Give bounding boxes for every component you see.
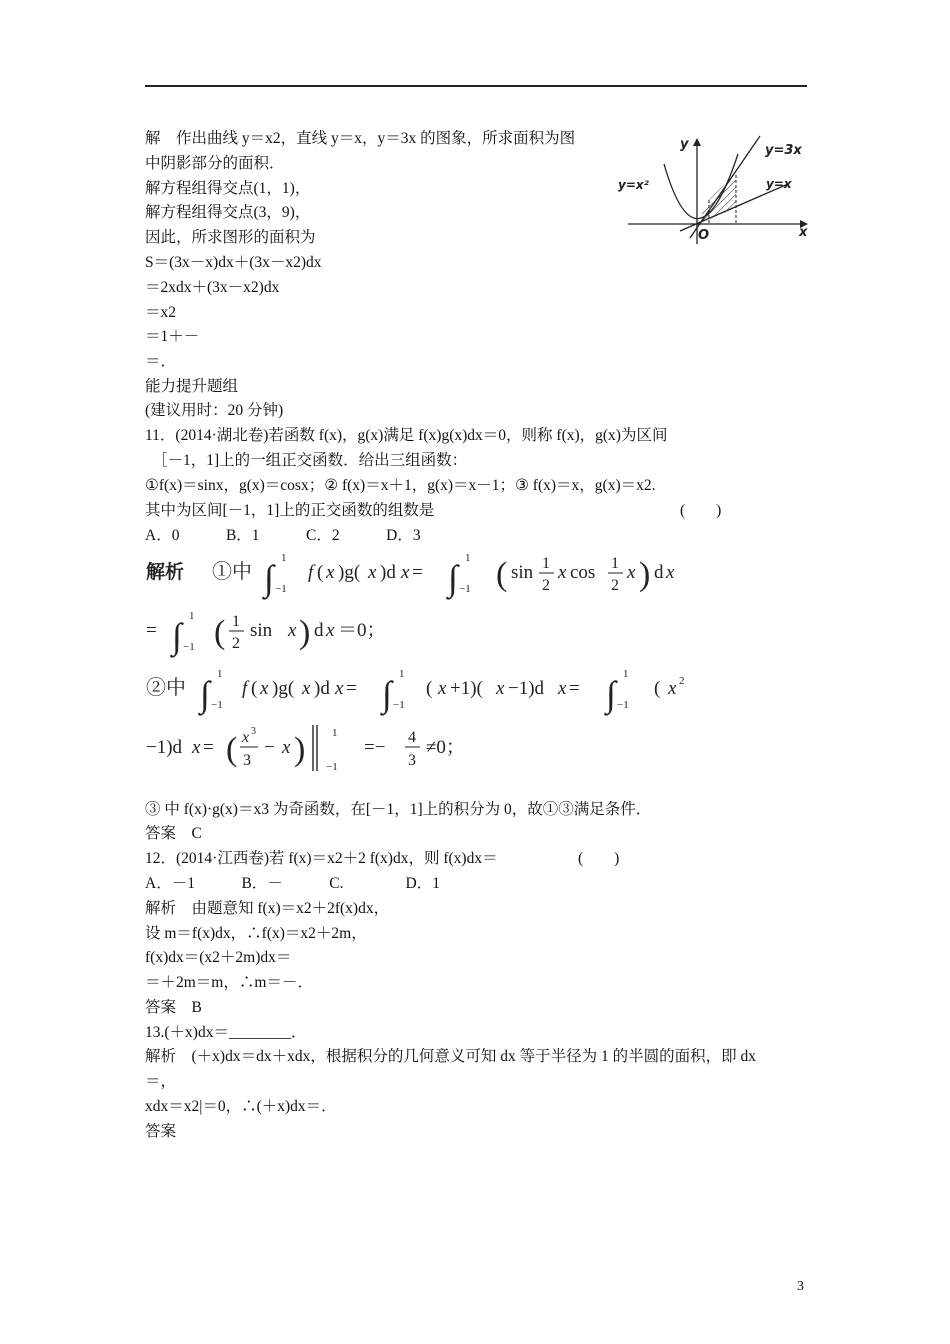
svg-text:(: ( [496,556,508,593]
q13-answer: 答案 [145,1123,177,1140]
svg-text:1: 1 [217,668,223,680]
svg-text:): ) [299,614,311,651]
svg-text:cos: cos [570,562,596,583]
svg-text:x: x [335,678,344,699]
svg-text:∫: ∫ [264,558,274,598]
svg-text:4: 4 [408,729,416,746]
q12-analysis-line: f(x)dx＝(x2＋2m)dx＝ [145,949,292,966]
svg-text:−1: −1 [326,761,338,773]
svg-text:1: 1 [611,555,619,572]
neq-zero: ≠0； [426,737,465,758]
circle-1-label: ①中 [212,561,252,583]
svg-text:∫: ∫ [200,674,210,714]
svg-text:2: 2 [611,577,619,594]
svg-text:x: x [302,678,311,699]
svg-text:1: 1 [189,610,195,622]
label-y-x2: y=x² [618,178,649,192]
svg-text:x: x [288,620,297,641]
label-x: x [799,225,808,240]
q12-analysis-line: ＝＋2m＝m，∴m＝－． [145,974,313,991]
svg-text:x: x [326,620,335,641]
q11-stem: 11．(2014·湖北卷)若函数 f(x)，g(x)满足 f(x)g(x)dx＝0，则称 f(x)，g(x)为区间 [145,427,668,444]
svg-text:3: 3 [251,726,256,737]
svg-text:)d: )d [380,562,396,583]
svg-text:x: x [558,562,567,583]
solution-line: ＝1＋－ [145,328,200,345]
svg-text:1: 1 [281,552,287,564]
svg-text:=−: =− [364,737,386,758]
q11-options: ①f(x)＝sinx，g(x)＝cosx；② f(x)＝x＋1，g(x)＝x－1；③ f(x)＝x，g(x)＝x2. [145,477,656,494]
q11-stem-2: ［－1，1]上的一组正交函数．给出三组函数： [152,452,468,469]
y-axis-arrow [693,138,701,146]
label-origin: O [698,228,710,243]
svg-text:−1)d: −1)d [146,737,183,758]
svg-text:=: = [146,620,157,641]
q12-analysis-line: 设 m＝f(x)dx，∴f(x)＝x2＋2m， [145,925,367,942]
label-y: y [680,137,689,152]
svg-text:+1)(: +1)( [450,678,483,699]
svg-text:=: = [203,737,214,758]
svg-text:sin: sin [511,562,534,583]
q13-analysis-line: xdx＝x2|＝0，∴(＋x)dx＝． [145,1098,337,1115]
svg-text:∫: ∫ [448,558,458,598]
svg-text:=: = [412,562,423,583]
svg-text:3: 3 [408,752,416,769]
svg-text:−1)d: −1)d [508,678,545,699]
circle-2-label: ②中 [146,677,186,699]
svg-text:∫: ∫ [606,674,616,714]
q13-analysis-line: ＝， [145,1073,177,1090]
svg-text:)g(: )g( [272,678,295,699]
svg-text:(: ( [226,731,238,768]
q13-stem: 13.(＋x)dx＝________． [145,1024,307,1041]
svg-text:1: 1 [399,668,405,680]
svg-text:x: x [627,562,636,583]
eq-zero: ＝0； [338,620,386,641]
svg-text:)g(: )g( [338,562,361,583]
svg-text:∫: ∫ [172,616,182,656]
svg-text:x: x [558,678,567,699]
svg-text:sin: sin [250,620,273,641]
svg-text:(: ( [317,562,324,583]
svg-text:(: ( [214,614,226,651]
label-y-3x: y=3x [765,143,802,158]
svg-text:−1: −1 [459,583,471,595]
svg-text:3: 3 [243,752,251,769]
svg-text:x: x [666,562,675,583]
svg-text:x: x [260,678,269,699]
svg-text:2: 2 [542,577,550,594]
svg-text:): ) [639,556,651,593]
svg-text:f: f [242,678,248,699]
svg-text:x: x [668,678,677,699]
q12-stem: 12．(2014·江西卷)若 f(x)＝x2＋2 f(x)dx，则 f(x)dx＝ [145,850,498,867]
svg-text:x: x [192,737,201,758]
svg-text:2: 2 [232,635,240,652]
svg-text:∫: ∫ [382,674,392,714]
svg-text:−1: −1 [211,699,223,711]
svg-text:1: 1 [623,668,629,680]
svg-text:2: 2 [679,675,685,687]
solution-line: ＝x2 [145,304,177,321]
svg-text:−1: −1 [393,699,405,711]
svg-text:x: x [438,678,447,699]
svg-text:d: d [314,620,324,641]
q11-paren: ( ) [680,502,722,519]
q11-conclusion: ③ 中 f(x)·g(x)＝x3 为奇函数，在[－1，1]上的积分为 0，故①③满足条件． [145,801,652,818]
curve-figure [618,128,814,244]
q11-answer: 答案 C [145,825,202,842]
time-suggestion: (建议用时：20 分钟) [145,402,284,419]
solution-line: 解方程组得交点(3，9)， [145,204,311,221]
svg-text:x: x [242,729,250,746]
svg-text:(: ( [654,678,661,699]
q11-question: 其中为区间[－1，1]上的正交函数的组数是 [145,502,435,519]
q11-choices: A．0 B．1 C．2 D．3 [145,527,421,544]
solution-line: 因此，所求图形的面积为 [145,229,316,246]
header-rule [145,85,807,87]
solution-line: S＝(3x－x)dx＋(3x－x2)dx [145,254,322,271]
svg-text:1: 1 [542,555,550,572]
svg-text:=: = [569,678,580,699]
svg-text:(: ( [426,678,433,699]
svg-text:x: x [368,562,377,583]
svg-text:x: x [326,562,335,583]
page-number: 3 [797,1279,804,1294]
section-title: 能力提升题组 [145,378,239,395]
solution-line: 解方程组得交点(1，1)， [145,180,311,197]
solution-line: ＝． [145,353,177,370]
svg-text:x: x [282,737,291,758]
svg-text:(: ( [251,678,258,699]
q12-analysis-line: 解析 由题意知 f(x)＝x2＋2f(x)dx， [145,900,390,917]
q12-answer: 答案 B [145,999,202,1016]
q13-analysis-line: 解析 (＋x)dx＝dx＋xdx，根据积分的几何意义可知 dx 等于半径为 1 的半圆的面积，即 dx [145,1048,756,1065]
label-y-x: y=x [766,177,792,191]
solution-line: 中阴影部分的面积． [145,155,285,172]
q12-choices: A．－1 B．－ C. D．1 [145,875,440,892]
svg-text:1: 1 [332,727,338,739]
svg-text:1: 1 [465,552,471,564]
svg-text:x: x [496,678,505,699]
svg-text:)d: )d [314,678,330,699]
solution-line: 解 作出曲线 y＝x2，直线 y＝x，y＝3x 的图象，所求面积为图 [145,130,576,147]
q12-paren: ( ) [578,850,620,867]
svg-text:f: f [308,562,314,583]
analysis-label: 解析 [146,561,185,583]
svg-text:−1: −1 [617,699,629,711]
svg-text:−: − [264,737,275,758]
svg-text:): ) [294,731,306,768]
svg-text:=: = [346,678,357,699]
solution-line: ＝2xdx＋(3x－x2)dx [145,279,280,296]
svg-text:1: 1 [232,613,240,630]
svg-text:−1: −1 [183,641,195,653]
svg-text:x: x [401,562,410,583]
svg-text:d: d [654,562,664,583]
q11-analysis-math [146,548,706,780]
svg-text:−1: −1 [275,583,287,595]
